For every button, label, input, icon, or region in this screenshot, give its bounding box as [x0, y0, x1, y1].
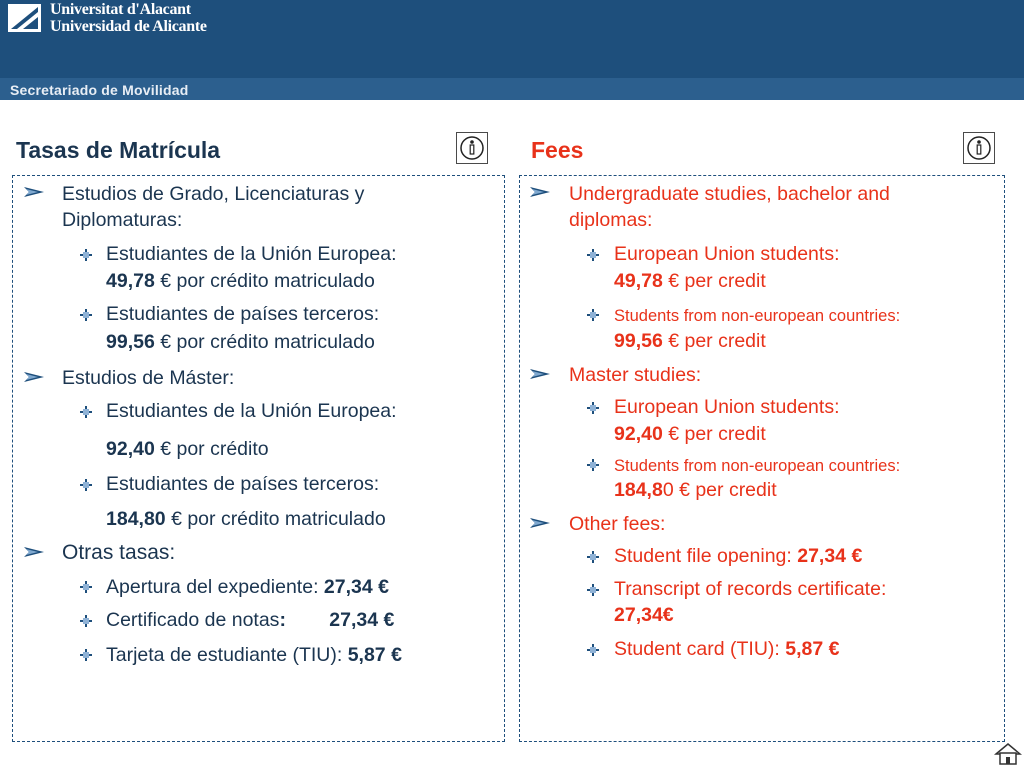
- file-opening-fee: Apertura del expediente: 27,34 €: [106, 576, 389, 598]
- cross-bullet-icon: [80, 249, 92, 261]
- arrow-bullet-icon: [530, 367, 550, 381]
- grado-heading: Estudios de Grado, Licenciaturas y: [62, 183, 365, 205]
- arrow-bullet-icon: [24, 370, 44, 384]
- cross-bullet-icon: [80, 479, 92, 491]
- transcript-label-en: Transcript of records certificate:: [614, 578, 887, 600]
- grado-third-label: Estudiantes de países terceros:: [106, 303, 380, 325]
- cross-bullet-icon: [80, 649, 92, 661]
- master-heading-en: Master studies:: [569, 364, 702, 386]
- transcript-fee: Certificado de notas: 27,34 €: [106, 609, 395, 631]
- cross-bullet-icon: [587, 551, 599, 563]
- transcript-fee-en: 27,34€: [614, 604, 674, 626]
- cross-bullet-icon: [80, 581, 92, 593]
- grado-eu-fee: 49,78 € por crédito matriculado: [106, 270, 375, 292]
- undergrad-eu-label: European Union students:: [614, 243, 840, 265]
- undergrad-eu-fee: 49,78 € per credit: [614, 270, 766, 292]
- cross-bullet-icon: [587, 309, 599, 321]
- undergrad-heading: Undergraduate studies, bachelor and: [569, 183, 890, 205]
- grado-heading-cont: Diplomaturas:: [62, 209, 183, 231]
- undergrad-heading-cont: diplomas:: [569, 209, 653, 231]
- title-spanish: Tasas de Matrícula: [16, 137, 221, 163]
- student-card-fee: Tarjeta de estudiante (TIU): 5,87 €: [106, 644, 402, 666]
- arrow-bullet-icon: [24, 185, 44, 199]
- cross-bullet-icon: [80, 309, 92, 321]
- cross-bullet-icon: [80, 615, 92, 627]
- master-eu-label-en: European Union students:: [614, 396, 840, 418]
- master-third-label-en: Students from non-european countries:: [614, 457, 901, 475]
- other-fees-heading-en: Other fees:: [569, 513, 666, 535]
- student-card-fee-en: Student card (TIU): 5,87 €: [614, 638, 840, 660]
- arrow-bullet-icon: [530, 516, 550, 530]
- university-logo[interactable]: [8, 4, 41, 32]
- master-third-fee: 184,80 € por crédito matriculado: [106, 508, 386, 530]
- master-eu-label: Estudiantes de la Unión Europea:: [106, 400, 397, 422]
- cross-bullet-icon: [587, 249, 599, 261]
- home-icon[interactable]: [994, 742, 1022, 766]
- master-eu-fee-en: 92,40 € per credit: [614, 423, 766, 445]
- cross-bullet-icon: [587, 644, 599, 656]
- arrow-bullet-icon: [24, 545, 44, 559]
- title-english: Fees: [531, 137, 584, 163]
- arrow-bullet-icon: [530, 185, 550, 199]
- cross-bullet-icon: [587, 584, 599, 596]
- grado-third-fee: 99,56 € por crédito matriculado: [106, 331, 375, 353]
- office-name: Secretariado de Movilidad: [10, 82, 189, 98]
- master-heading: Estudios de Máster:: [62, 367, 235, 389]
- other-fees-heading: Otras tasas:: [62, 541, 176, 564]
- info-icon[interactable]: [963, 132, 995, 164]
- master-third-label: Estudiantes de países terceros:: [106, 473, 380, 495]
- undergrad-third-fee: 99,56 € per credit: [614, 330, 766, 352]
- info-icon[interactable]: [456, 132, 488, 164]
- cross-bullet-icon: [587, 402, 599, 414]
- file-opening-fee-en: Student file opening: 27,34 €: [614, 545, 863, 567]
- grado-eu-label: Estudiantes de la Unión Europea:: [106, 243, 397, 265]
- university-name-ca: Universitat d'Alacant: [50, 1, 191, 18]
- master-eu-fee: 92,40 € por crédito: [106, 438, 269, 460]
- cross-bullet-icon: [80, 406, 92, 418]
- cross-bullet-icon: [587, 459, 599, 471]
- undergrad-third-label: Students from non-european countries:: [614, 307, 901, 325]
- university-name-es: Universidad de Alicante: [50, 18, 207, 35]
- master-third-fee-en: 184,80 € per credit: [614, 479, 777, 501]
